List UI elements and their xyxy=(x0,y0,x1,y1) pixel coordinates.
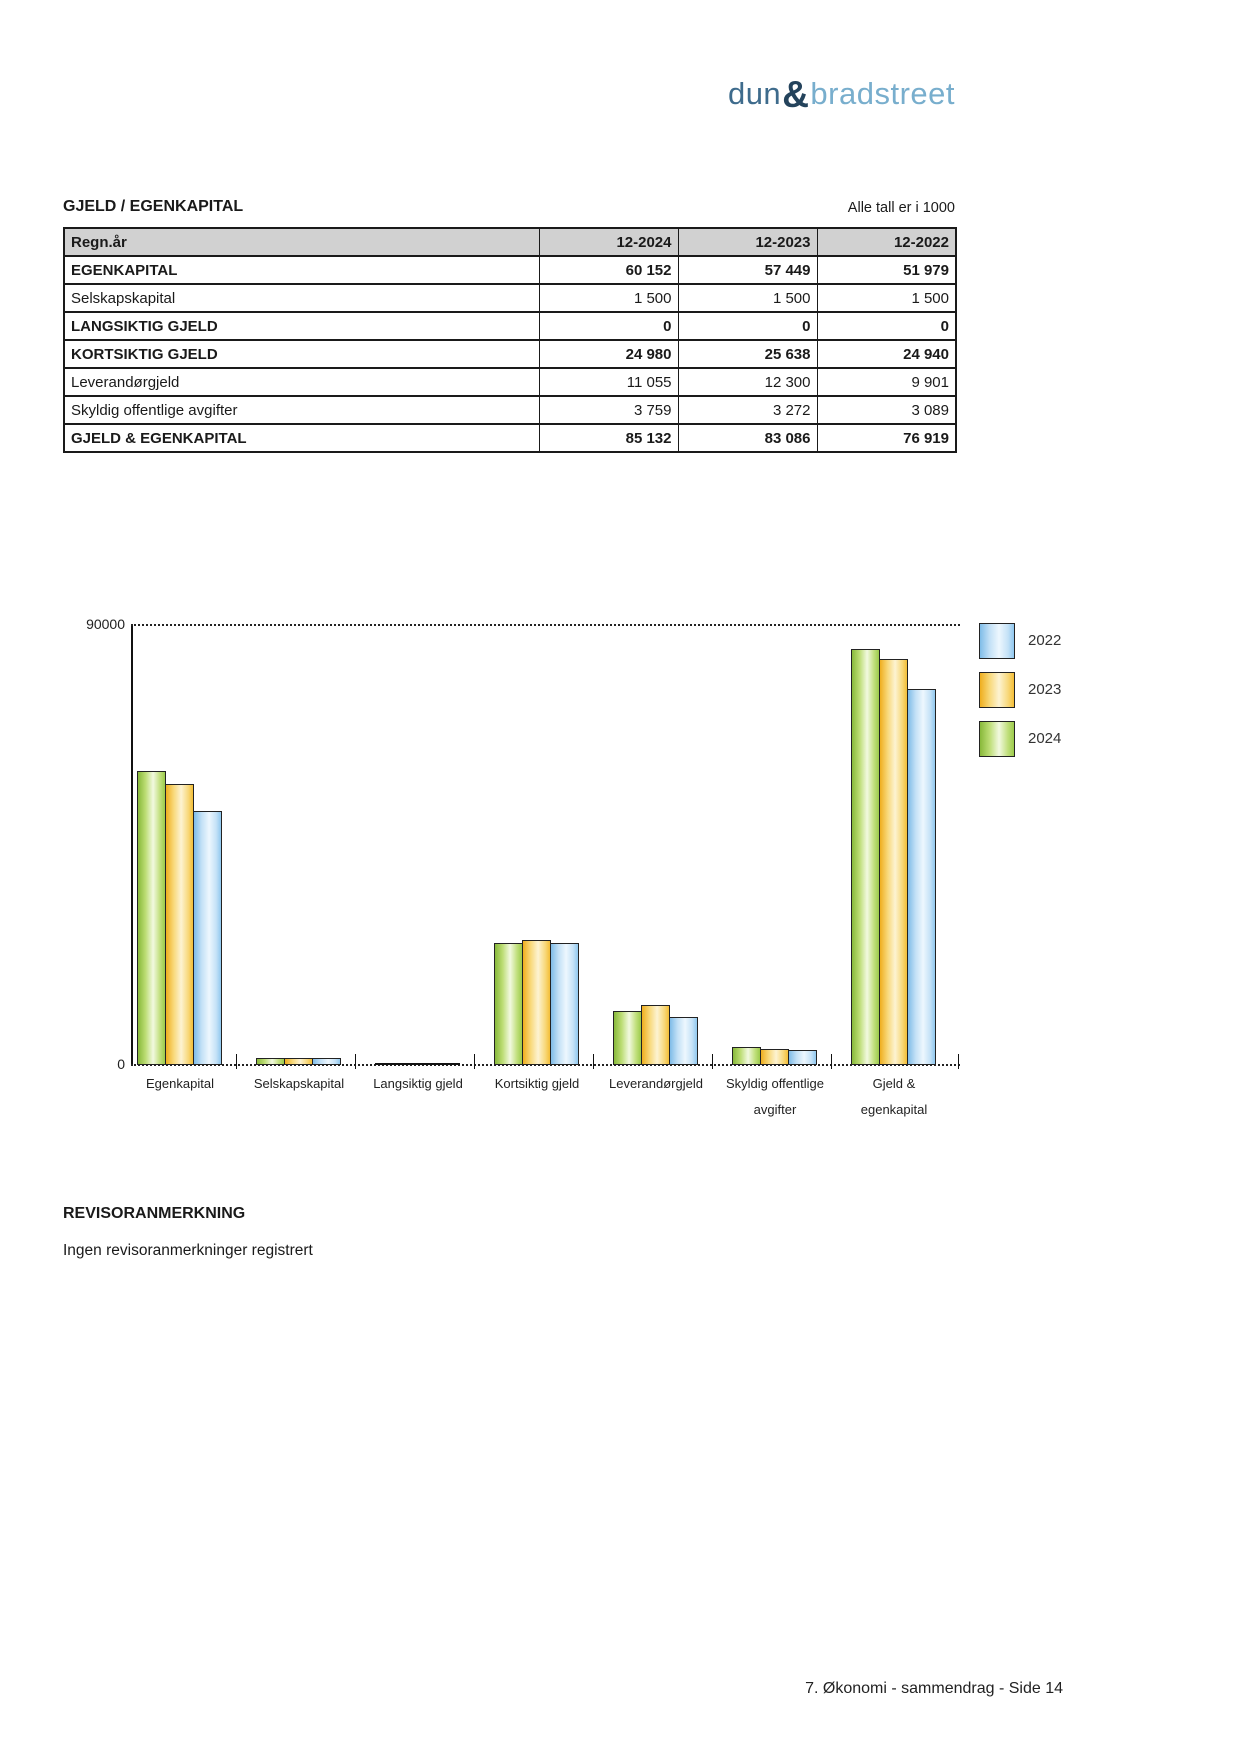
logo-bradstreet-text: bradstreet xyxy=(810,76,955,111)
bar-chart xyxy=(0,540,1241,1150)
axis-tick xyxy=(355,1054,356,1069)
bar-2022-skyldig-offentlige-avgifter xyxy=(788,1050,817,1065)
bar-2024-leverand-rgjeld xyxy=(613,1011,642,1065)
bar-2023-gjeld-egenkapital xyxy=(879,659,908,1065)
row-value: 85 132 xyxy=(539,424,678,452)
category-label-line: Langsiktig gjeld xyxy=(373,1076,463,1091)
legend-label-2022: 2022 xyxy=(1028,632,1062,649)
bar-2023-skyldig-offentlige-avgifter xyxy=(760,1049,789,1065)
bar-2024-egenkapital xyxy=(137,771,166,1065)
bar-2022-kortsiktig-gjeld xyxy=(550,943,579,1065)
category-label-line: Gjeld & xyxy=(872,1076,916,1091)
logo-dun-text: dun xyxy=(727,76,782,111)
category-label-line: avgifter xyxy=(753,1102,797,1117)
bar-2023-egenkapital xyxy=(165,784,194,1065)
bar-2022-egenkapital xyxy=(193,811,222,1065)
y-axis-line xyxy=(131,625,133,1065)
table-row xyxy=(64,340,956,368)
row-label: GJELD & EGENKAPITAL xyxy=(64,424,539,452)
bar-2024-selskapskapital xyxy=(256,1058,285,1065)
axis-tick xyxy=(593,1054,594,1069)
axis-tick xyxy=(236,1054,237,1069)
axis-tick xyxy=(474,1054,475,1069)
row-label: KORTSIKTIG GJELD xyxy=(64,340,539,368)
section-title: GJELD / EGENKAPITAL xyxy=(63,198,244,215)
row-value: 1 500 xyxy=(539,284,678,312)
table-row xyxy=(64,368,956,396)
category-label-line: Selskapskapital xyxy=(253,1076,345,1091)
category-label-line: Kortsiktig gjeld xyxy=(494,1076,580,1091)
bar-2023-kortsiktig-gjeld xyxy=(522,940,551,1065)
table-body xyxy=(64,256,956,452)
legend-swatch-2023 xyxy=(979,672,1015,708)
bar-2023-leverand-rgjeld xyxy=(641,1005,670,1065)
row-label: Leverandørgjeld xyxy=(64,368,539,396)
row-value: 1 500 xyxy=(817,284,956,312)
row-value: 12 300 xyxy=(678,368,817,396)
remarks-body: Ingen revisoranmerkninger registrert xyxy=(63,1242,313,1259)
y-zero-label: 0 xyxy=(117,1056,125,1072)
axis-tick xyxy=(831,1054,832,1069)
col-header-12-2024: 12-2024 xyxy=(539,228,678,256)
top-gridline xyxy=(131,624,960,626)
row-value: 0 xyxy=(539,312,678,340)
row-value: 51 979 xyxy=(817,256,956,284)
legend-label-2024: 2024 xyxy=(1028,730,1062,747)
col-header-12-2023: 12-2023 xyxy=(678,228,817,256)
table-row xyxy=(64,312,956,340)
table-row xyxy=(64,424,956,452)
row-value: 76 919 xyxy=(817,424,956,452)
table-row xyxy=(64,256,956,284)
row-value: 24 940 xyxy=(817,340,956,368)
bar-2024-kortsiktig-gjeld xyxy=(494,943,523,1065)
row-label: EGENKAPITAL xyxy=(64,256,539,284)
col-header-regnar: Regn.år xyxy=(64,228,539,256)
row-label: Skyldig offentlige avgifter xyxy=(64,396,539,424)
axis-tick xyxy=(712,1054,713,1069)
row-value: 24 980 xyxy=(539,340,678,368)
category-label-line: Skyldig offentlige xyxy=(725,1076,825,1091)
row-value: 25 638 xyxy=(678,340,817,368)
category-label xyxy=(819,1071,969,1123)
row-value: 83 086 xyxy=(678,424,817,452)
logo-ampersand-icon: & xyxy=(782,74,810,115)
category-label-line: egenkapital xyxy=(860,1102,928,1117)
axis-tick-end xyxy=(958,1054,959,1069)
zero-value-line xyxy=(375,1063,460,1065)
row-value: 60 152 xyxy=(539,256,678,284)
legend-swatch-2024 xyxy=(979,721,1015,757)
col-header-12-2022: 12-2022 xyxy=(817,228,956,256)
bar-2024-skyldig-offentlige-avgifter xyxy=(732,1047,761,1065)
dnb-logo xyxy=(728,74,955,116)
row-value: 57 449 xyxy=(678,256,817,284)
category-label-line: Leverandørgjeld xyxy=(609,1076,703,1091)
row-value: 3 272 xyxy=(678,396,817,424)
row-label: LANGSIKTIG GJELD xyxy=(64,312,539,340)
category-label-line: Egenkapital xyxy=(146,1076,214,1091)
row-value: 3 089 xyxy=(817,396,956,424)
section-heading xyxy=(63,198,955,216)
gjeld-egenkapital-table xyxy=(63,227,957,453)
row-value: 0 xyxy=(678,312,817,340)
table-header-row xyxy=(64,228,956,256)
row-value: 3 759 xyxy=(539,396,678,424)
row-value: 1 500 xyxy=(678,284,817,312)
bar-2024-gjeld-egenkapital xyxy=(851,649,880,1065)
table-row xyxy=(64,396,956,424)
table-row xyxy=(64,284,956,312)
legend-label-2023: 2023 xyxy=(1028,681,1062,698)
remarks-title: REVISORANMERKNING xyxy=(63,1205,246,1222)
bar-2022-gjeld-egenkapital xyxy=(907,689,936,1065)
bar-2022-selskapskapital xyxy=(312,1058,341,1065)
page-footer: 7. Økonomi - sammendrag - Side 14 xyxy=(805,1680,1063,1697)
row-value: 9 901 xyxy=(817,368,956,396)
legend-swatch-2022 xyxy=(979,623,1015,659)
row-value: 11 055 xyxy=(539,368,678,396)
bar-2023-selskapskapital xyxy=(284,1058,313,1065)
units-note: Alle tall er i 1000 xyxy=(847,200,955,216)
row-value: 0 xyxy=(817,312,956,340)
row-label: Selskapskapital xyxy=(64,284,539,312)
bar-2022-leverand-rgjeld xyxy=(669,1017,698,1065)
y-max-label: 90000 xyxy=(86,616,125,632)
